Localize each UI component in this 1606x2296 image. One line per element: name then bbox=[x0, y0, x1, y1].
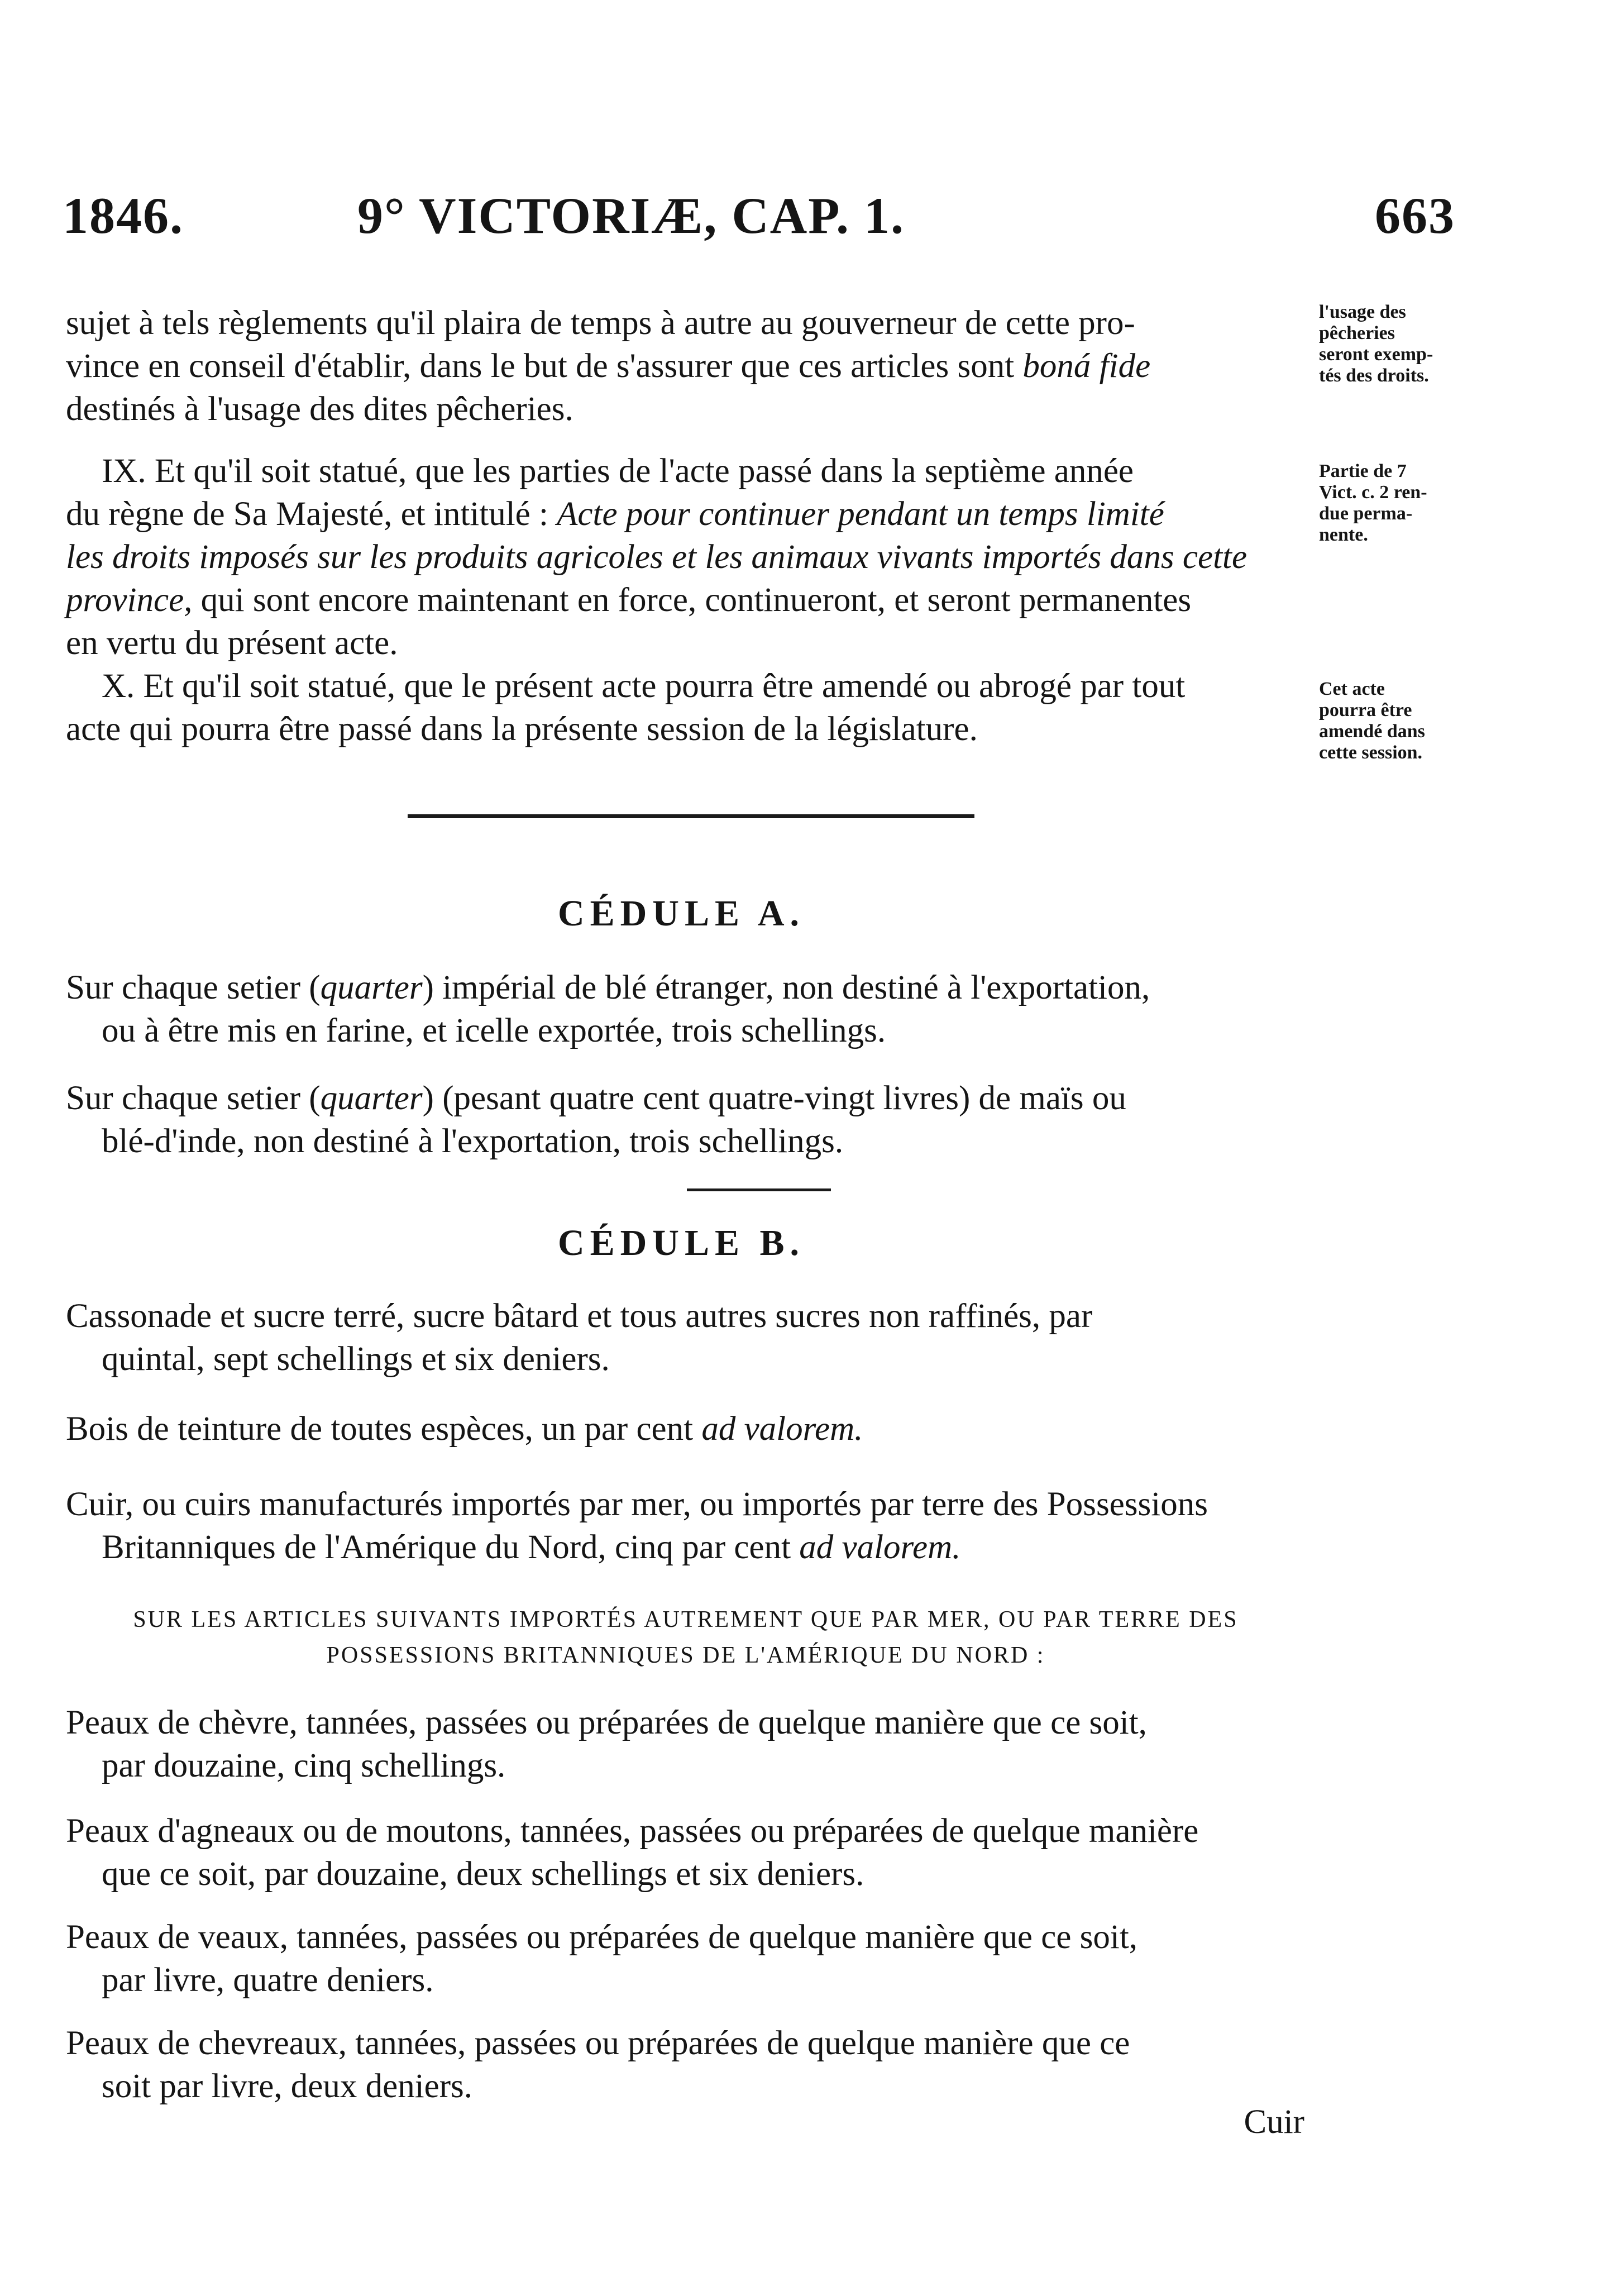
cedule-a-item: Sur chaque setier (quarter) impérial de blé étranger, non destiné à l'exportation, ou à être mis en farine, et icelle exportée, trois schellings. bbox=[66, 969, 1150, 1049]
cedule-b-title: CÉDULE B. bbox=[557, 1223, 805, 1263]
cedule-b-item: Cassonade et sucre terré, sucre bâtard et tous autres sucres non raffinés, par quintal, sept schellings et six deniers. bbox=[66, 1297, 1093, 1378]
text-line: IX. Et qu'il soit statué, que les parties de l'acte passé dans la septième année bbox=[102, 452, 1134, 490]
margin-note-1: l'usage des pêcheries seront exemp- tés des droits. bbox=[1319, 302, 1433, 386]
text-line: en vertu du présent acte. bbox=[66, 624, 398, 662]
italic-phrase: boná fide bbox=[1022, 347, 1151, 385]
text-line: du règne de Sa Majesté, et intitulé : Acte pour continuer pendant un temps limité bbox=[66, 495, 1164, 533]
cedule-a-item: Sur chaque setier (quarter) (pesant quatre cent quatre-vingt livres) de maïs ou blé-d'inde, non destiné à l'exportation, trois schellings. bbox=[66, 1080, 1126, 1160]
cedule-b-item: Peaux de veaux, tannées, passées ou préparées de quelque manière que ce soit, par livre, quatre deniers. bbox=[66, 1918, 1138, 1999]
cedule-a-title: CÉDULE A. bbox=[557, 893, 805, 934]
section-x bbox=[66, 665, 1306, 751]
catchword: Cuir bbox=[1244, 2103, 1304, 2141]
text-line: destinés à l'usage des dites pêcheries. bbox=[66, 390, 573, 428]
cedule-b-item: Peaux de chevreaux, tannées, passées ou préparées de quelque manière que ce soit par livre, deux deniers. bbox=[66, 2025, 1130, 2105]
cedule-b-item: Bois de teinture de toutes espèces, un par cent ad valorem. bbox=[66, 1410, 863, 1448]
page-number: 663 bbox=[1375, 187, 1455, 244]
margin-note-3: Cet acte pourra être amendé dans cette session. bbox=[1319, 679, 1425, 763]
cedule-b-item: Cuir, ou cuirs manufacturés importés par mer, ou importés par terre des Possessions Britanniques de l'Amérique du Nord, cinq par cent ad valorem. bbox=[66, 1486, 1208, 1566]
cedule-b-item: Peaux de chèvre, tannées, passées ou préparées de quelque manière que ce soit, par douzaine, cinq schellings. bbox=[66, 1704, 1147, 1784]
section-divider bbox=[408, 814, 974, 818]
header-title: 9° VICTORIÆ, CAP. 1. bbox=[357, 187, 905, 244]
cedule-b-subheading: SUR LES ARTICLES SUIVANTS IMPORTÉS AUTREMENT QUE PAR MER, OU PAR TERRE DES POSSESSIONS BRITANNIQUES DE L'AMÉRIQUE DU NORD : bbox=[133, 1607, 1239, 1668]
cedule-b-item: Peaux d'agneaux ou de moutons, tannées, passées ou préparées de quelque manière que ce soit, par douzaine, deux schellings et six deniers. bbox=[66, 1812, 1199, 1893]
short-divider bbox=[687, 1188, 831, 1191]
paragraph-continued bbox=[66, 302, 1306, 431]
section-ix bbox=[66, 450, 1306, 665]
text-line: province, qui sont encore maintenant en force, continueront, et seront permanentes bbox=[66, 581, 1192, 619]
header-year: 1846. bbox=[63, 187, 184, 244]
margin-note-2: Partie de 7 Vict. c. 2 ren- due perma- nente. bbox=[1319, 461, 1427, 545]
text-line: X. Et qu'il soit statué, que le présent acte pourra être amendé ou abrogé par tout bbox=[102, 667, 1186, 705]
text-line: sujet à tels règlements qu'il plaira de temps à autre au gouverneur de cette pro- bbox=[66, 304, 1135, 342]
text-line: les droits imposés sur les produits agricoles et les animaux vivants importés dans cette bbox=[66, 538, 1247, 576]
text-line: acte qui pourra être passé dans la présente session de la législature. bbox=[66, 710, 978, 748]
text-line: vince en conseil d'établir, dans le but de s'assurer que ces articles sont boná fide bbox=[66, 347, 1151, 385]
